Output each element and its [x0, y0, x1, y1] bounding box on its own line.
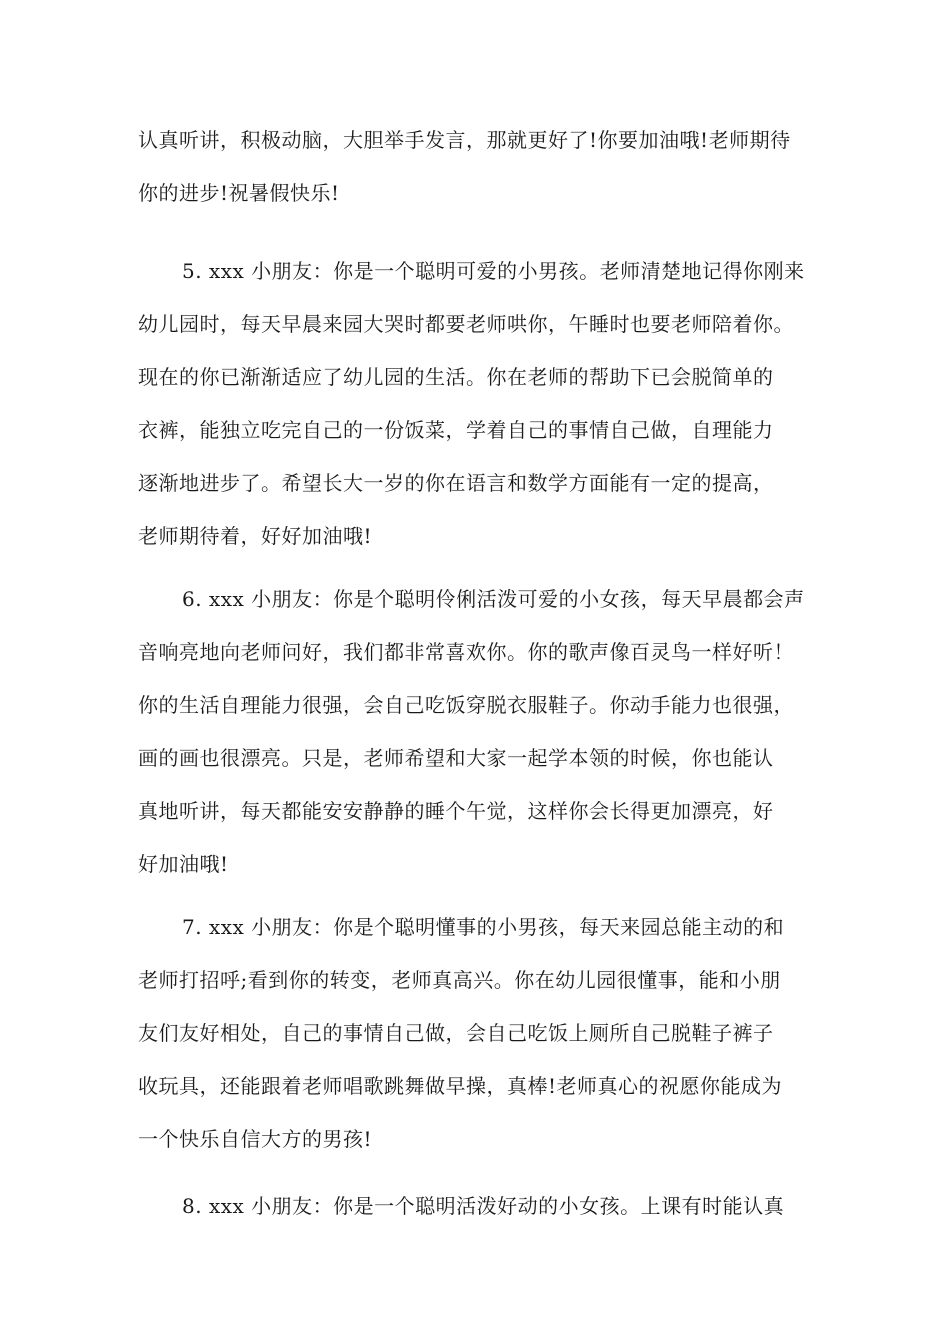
paragraph-item-7	[138, 901, 838, 1166]
text-line: 幼儿园时，每天早晨来园大哭时都要老师哄你，午睡时也要老师陪着你。	[138, 312, 794, 336]
text-line: 衣裤，能独立吃完自己的一份饭菜，学着自己的事情自己做，自理能力	[138, 418, 774, 442]
text-line: 6. xxx 小朋友：你是个聪明伶俐活泼可爱的小女孩，每天早晨都会声	[182, 587, 805, 611]
text-line: 逐渐地进步了。希望长大一岁的你在语言和数学方面能有一定的提高，	[138, 471, 774, 495]
text-line: 友们友好相处，自己的事情自己做，会自己吃饭上厕所自己脱鞋子裤子	[138, 1021, 774, 1045]
text-line: 好加油哦!	[138, 852, 229, 876]
text-line: 5. xxx 小朋友：你是一个聪明可爱的小男孩。老师清楚地记得你刚来	[182, 259, 805, 283]
text-line: 7. xxx 小朋友：你是个聪明懂事的小男孩，每天来园总能主动的和	[182, 915, 785, 939]
text-line: 一个快乐自信大方的男孩!	[138, 1127, 373, 1151]
text-line: 你的进步!祝暑假快乐!	[138, 181, 340, 205]
text-line: 真地听讲，每天都能安安静静的睡个午觉，这样你会长得更加漂亮，好	[138, 799, 774, 823]
text-line: 音响亮地向老师问好，我们都非常喜欢你。你的歌声像百灵鸟一样好听！	[138, 640, 794, 664]
paragraph-item-6	[138, 573, 838, 891]
text-line: 老师打招呼;看到你的转变，老师真高兴。你在幼儿园很懂事，能和小朋	[138, 968, 781, 992]
text-line: 8. xxx 小朋友：你是一个聪明活泼好动的小女孩。上课有时能认真	[182, 1194, 785, 1218]
paragraph-item-8	[138, 1180, 838, 1233]
paragraph-continuation	[138, 114, 838, 220]
text-line: 收玩具，还能跟着老师唱歌跳舞做早操，真棒!老师真心的祝愿你能成为	[138, 1074, 783, 1098]
text-line: 老师期待着，好好加油哦!	[138, 524, 373, 548]
text-line: 认真听讲，积极动脑，大胆举手发言，那就更好了!你要加油哦!老师期待	[138, 128, 791, 152]
text-line: 你的生活自理能力很强，会自己吃饭穿脱衣服鞋子。你动手能力也很强，	[138, 693, 794, 717]
text-line: 画的画也很漂亮。只是，老师希望和大家一起学本领的时候，你也能认	[138, 746, 774, 770]
paragraph-item-5	[138, 245, 838, 563]
text-line: 现在的你已渐渐适应了幼儿园的生活。你在老师的帮助下已会脱简单的	[138, 365, 774, 389]
